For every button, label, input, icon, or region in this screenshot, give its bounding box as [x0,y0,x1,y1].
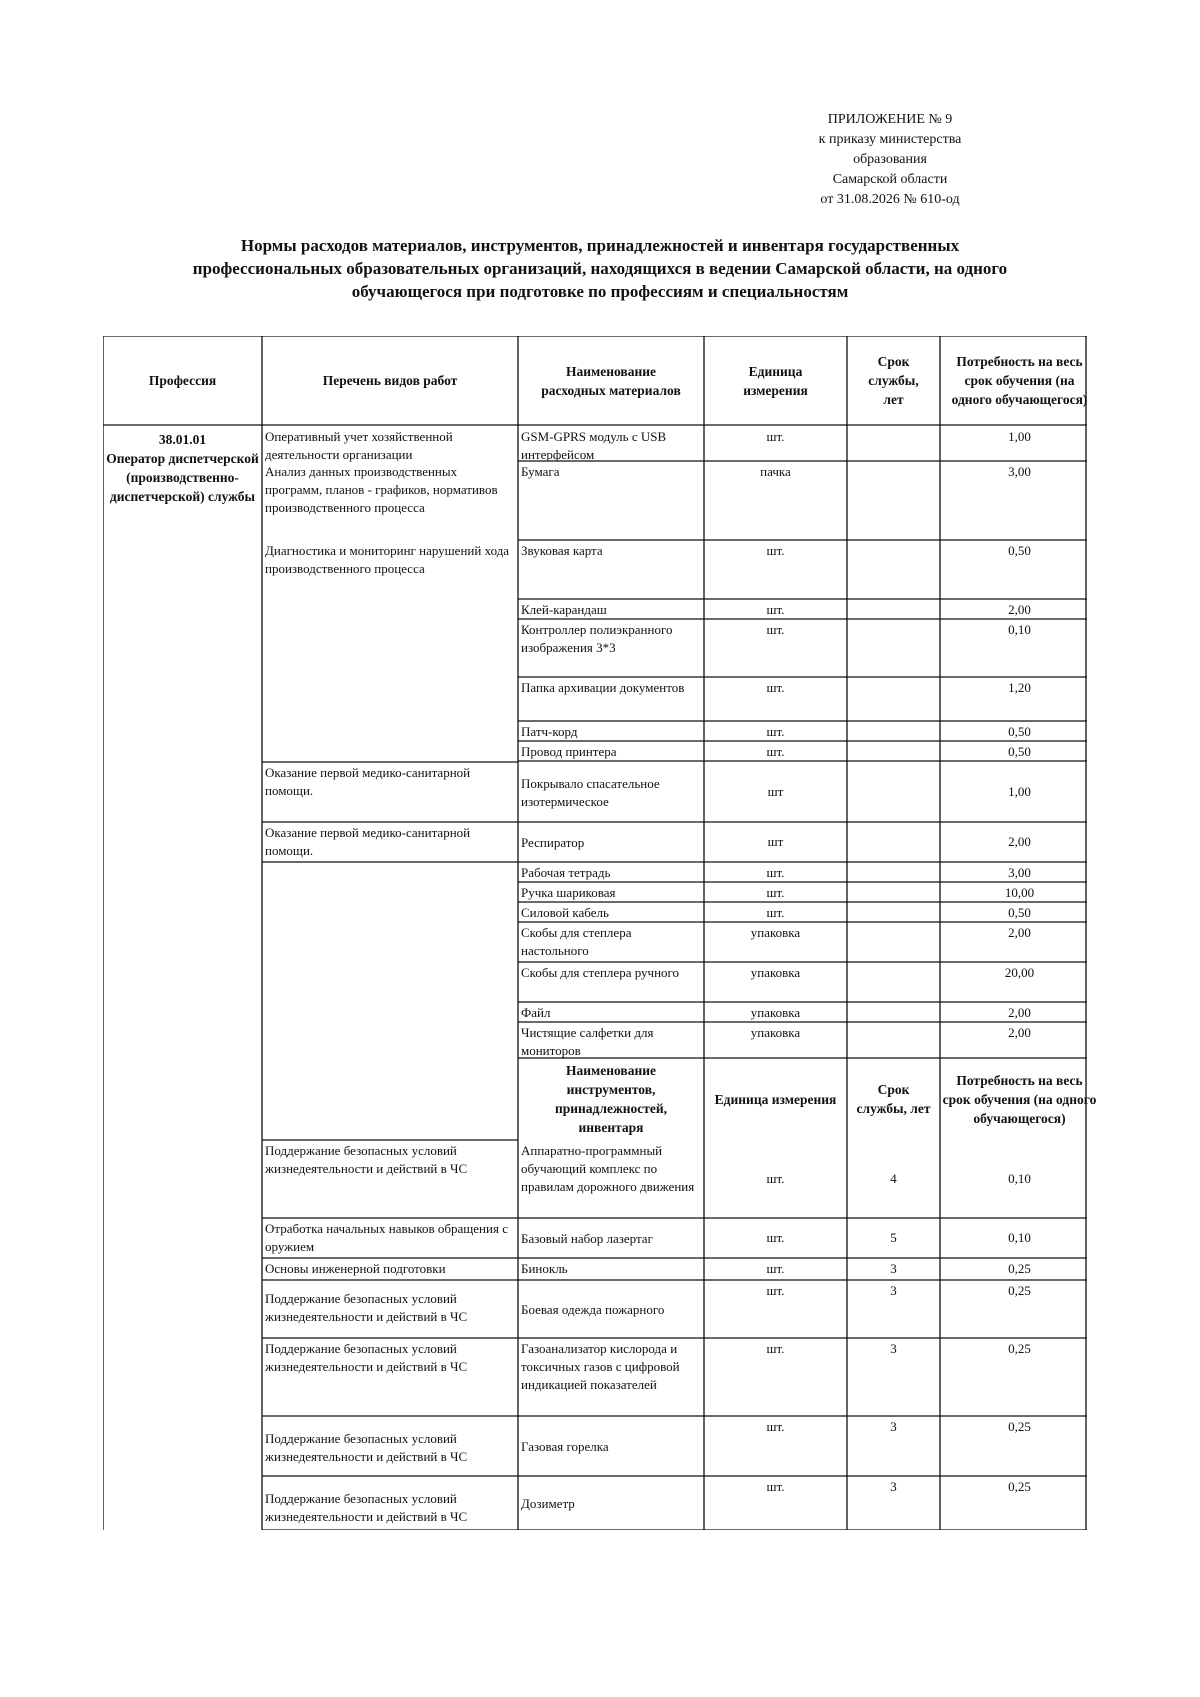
tool-name-text: Дозиметр [521,1496,575,1511]
material-unit-text: упаковка [750,965,801,980]
material-need [940,922,1099,962]
document-title [120,234,1080,303]
material-need-text: 20,00 [1004,965,1035,980]
work-item: Поддержание безопасных условий жизнедеятельности и действий в ЧС [265,1341,468,1374]
material-need [940,1022,1099,1058]
material-unit [704,461,847,540]
material-unit [704,619,847,677]
tool-term [847,1416,940,1476]
work-item: Поддержание безопасных условий жизнедеятельности и действий в ЧС [265,1291,468,1324]
tool-name [518,1338,704,1416]
material-need-text: 1,20 [1008,680,1031,695]
subheader-name: Наименование инструментов, принадлежностей, инвентаря [554,1063,668,1135]
tool-unit [704,1258,847,1280]
material-unit [704,1002,847,1022]
material-name-text: GSM-GPRS модуль с USB интерфейсом [521,429,667,461]
material-name [518,902,704,922]
material-term [847,1022,940,1058]
material-name [518,1002,704,1022]
material-name [518,962,704,1002]
tool-unit-text: шт. [766,1283,785,1298]
material-name-text: Скобы для степлера ручного [521,965,680,980]
tool-name [518,1258,704,1280]
material-name-text: Бумага [521,464,560,479]
profession-name: Оператор диспетчерской (производственно-диспетчерской) службы [106,451,259,504]
tool-need [940,1218,1099,1258]
tool-need [940,1280,1099,1338]
material-need-text: 1,00 [1008,429,1031,444]
work-item: Оказание первой медико-санитарной помощи. [265,765,471,798]
tool-term [847,1258,940,1280]
material-name-text: Покрывало спасательное изотермическое [521,775,660,809]
material-name [518,721,704,741]
material-name [518,1022,704,1058]
material-name [518,922,704,962]
tool-unit-text: шт. [766,1171,785,1186]
material-unit-text: шт. [766,885,785,900]
tool-need-text: 0,10 [1008,1171,1031,1186]
material-need [940,902,1099,922]
material-unit-text: шт. [766,865,785,880]
material-need-text: 2,00 [1008,602,1031,617]
tool-term [847,1476,940,1530]
material-need-text: 2,00 [1008,834,1031,849]
work-item: Диагностика и мониторинг нарушений хода производственного процесса [265,543,510,576]
material-unit [704,902,847,922]
material-name [518,540,704,599]
tool-name-text: Газовая горелка [521,1439,609,1454]
material-unit-text: шт. [766,905,785,920]
material-unit [704,741,847,761]
tool-unit-text: шт. [766,1261,785,1276]
material-term [847,741,940,761]
material-need [940,1002,1099,1022]
tool-need [940,1476,1099,1530]
material-unit-text: шт. [766,724,785,739]
material-term [847,721,940,741]
material-unit-text: упаковка [750,1025,801,1040]
material-need [940,741,1099,761]
header-works: Перечень видов работ [322,373,458,388]
appendix-line: от 31.08.2026 № 610-од [820,192,960,207]
profession-code: 38.01.01 [158,432,207,447]
material-term [847,761,940,822]
material-name [518,862,704,882]
material-term [847,619,940,677]
material-name [518,741,704,761]
material-need [940,461,1099,540]
material-need-text: 0,50 [1008,744,1031,759]
subheader-unit: Единица измерения [714,1091,837,1107]
material-term [847,902,940,922]
tool-need-text: 0,25 [1008,1419,1031,1434]
material-term [847,882,940,902]
tool-name [518,1280,704,1338]
tool-term-text: 3 [890,1261,897,1276]
material-unit [704,822,847,862]
material-name-text: Респиратор [521,835,585,850]
tool-unit [704,1218,847,1258]
material-unit-text: шт. [766,602,785,617]
material-term [847,426,940,461]
tool-unit-text: шт. [766,1419,785,1434]
material-unit [704,922,847,962]
material-unit [704,962,847,1002]
material-name-text: Чистящие салфетки для мониторов [521,1025,654,1058]
material-need [940,677,1099,721]
material-need-text: 0,50 [1008,543,1031,558]
material-unit-text: шт. [766,543,785,558]
material-name-text: Силовой кабель [521,905,609,920]
material-need [940,962,1099,1002]
material-name [518,426,704,461]
material-unit-text: упаковка [750,1005,801,1020]
tool-term-text: 3 [890,1419,897,1434]
work-item: Поддержание безопасных условий жизнедеятельности и действий в ЧС [265,1491,468,1524]
material-need [940,619,1099,677]
tool-need-text: 0,25 [1008,1479,1031,1494]
tool-need-text: 0,25 [1008,1341,1031,1356]
material-need-text: 0,50 [1008,905,1031,920]
material-term [847,862,940,882]
material-need [940,721,1099,741]
material-need-text: 1,00 [1008,783,1031,799]
material-unit [704,721,847,741]
tool-term [847,1140,940,1218]
tool-term-text: 3 [890,1479,897,1494]
material-need-text: 10,00 [1004,885,1035,900]
tool-need-text: 0,25 [1008,1261,1031,1276]
material-unit [704,599,847,619]
material-name-text: Патч-корд [521,724,578,739]
material-term [847,599,940,619]
work-item: Основы инженерной подготовки [265,1261,446,1276]
tool-term [847,1280,940,1338]
material-term [847,540,940,599]
material-unit [704,882,847,902]
material-unit-text: шт. [766,429,785,444]
header-profession: Профессия [148,373,217,388]
work-item: Анализ данных производственных программ, планов - графиков, нормативов производственного процесса [265,464,498,515]
tool-term-text: 3 [890,1341,897,1356]
material-term [847,822,940,862]
subheader-need: Потребность на весь срок обучения (на одного обучающегося) [942,1072,1097,1126]
material-unit [704,862,847,882]
tool-unit [704,1280,847,1338]
material-term [847,962,940,1002]
material-unit-text: шт. [766,622,785,637]
material-name-text: Рабочая тетрадь [521,865,611,880]
material-name [518,822,704,862]
material-name-text: Клей-карандаш [521,602,607,617]
material-need-text: 3,00 [1008,464,1031,479]
material-unit [704,426,847,461]
material-term [847,677,940,721]
material-name-text: Контроллер полиэкранного изображения 3*3 [521,622,673,655]
appendix-line: ПРИЛОЖЕНИЕ № 9 [827,112,953,127]
material-need [940,426,1099,461]
tool-term [847,1218,940,1258]
work-item: Оказание первой медико-санитарной помощи. [265,825,471,858]
material-need [940,761,1099,822]
tool-need [940,1258,1099,1280]
tool-term-text: 3 [890,1283,897,1298]
material-term [847,922,940,962]
material-need-text: 2,00 [1008,925,1031,940]
work-item: Отработка начальных навыков обращения с оружием [265,1221,508,1254]
subheader-term: Срок службы, лет [856,1082,931,1116]
material-unit [704,540,847,599]
appendix-line: образования [853,152,927,167]
material-name [518,677,704,721]
tool-unit [704,1476,847,1530]
material-need [940,540,1099,599]
material-need-text: 2,00 [1008,1005,1031,1020]
tool-name-text: Боевая одежда пожарного [521,1302,665,1317]
material-need [940,599,1099,619]
header-unit: Единица измерения [743,363,808,398]
material-name-text: Звуковая карта [521,543,603,558]
work-item: Поддержание безопасных условий жизнедеятельности и действий в ЧС [265,1143,468,1176]
tool-need [940,1140,1099,1218]
profession-cell [103,426,262,546]
material-unit [704,761,847,822]
title-line: Нормы расходов материалов, инструментов, принадлежностей и инвентаря государственных [240,236,960,255]
tool-unit [704,1140,847,1218]
material-name [518,761,704,822]
material-unit-text: шт [767,834,784,849]
tool-need [940,1416,1099,1476]
tool-term [847,1338,940,1416]
material-unit [704,1022,847,1058]
material-name [518,599,704,619]
material-need [940,882,1099,902]
header-material: Наименование расходных материалов [541,363,681,398]
title-line: обучающегося при подготовке по профессиям и специальностям [351,282,849,301]
tool-need-text: 0,25 [1008,1283,1031,1298]
material-need-text: 3,00 [1008,865,1031,880]
tool-unit-text: шт. [766,1230,785,1245]
material-name-text: Папка архивации документов [521,680,685,695]
material-need-text: 0,50 [1008,724,1031,739]
material-name-text: Файл [521,1005,551,1020]
tool-name-text: Газоанализатор кислорода и токсичных газов с цифровой индикацией показателей [521,1341,680,1392]
tool-unit-text: шт. [766,1479,785,1494]
tool-need-text: 0,10 [1008,1230,1031,1245]
tool-name [518,1218,704,1258]
work-item: Поддержание безопасных условий жизнедеятельности и действий в ЧС [265,1431,468,1464]
tool-name [518,1476,704,1530]
material-unit-text: шт. [766,744,785,759]
appendix-line: Самарской области [832,172,948,187]
work-item: Оперативный учет хозяйственной деятельности организации [265,429,453,462]
tool-term-text: 4 [890,1171,897,1186]
title-line: профессиональных образовательных организаций, находящихся в ведении Самарской области, на одного [192,259,1008,278]
tool-unit [704,1338,847,1416]
material-name [518,619,704,677]
material-need-text: 2,00 [1008,1025,1031,1040]
norms-table [103,336,1097,1530]
tool-need [940,1338,1099,1416]
tool-term-text: 5 [890,1230,897,1245]
tool-unit [704,1416,847,1476]
material-unit [704,677,847,721]
material-name-text: Ручка шариковая [521,885,616,900]
material-name-text: Скобы для степлера настольного [521,925,632,958]
tool-name-text: Бинокль [521,1261,568,1276]
tool-name [518,1140,704,1218]
material-unit-text: упаковка [750,925,801,940]
material-term [847,1002,940,1022]
material-name-text: Провод принтера [521,744,617,759]
material-need [940,862,1099,882]
material-term [847,461,940,540]
material-name [518,461,704,540]
appendix-line: к приказу министерства [818,132,962,147]
material-need [940,822,1099,862]
appendix-block [760,110,1020,210]
tool-name-text: Аппаратно-программный обучающий комплекс по правилам дорожного движения [521,1143,695,1194]
header-need: Потребность на весь срок обучения (на одного обучающегося) [951,354,1088,407]
tool-name [518,1416,704,1476]
material-need-text: 0,10 [1008,622,1031,637]
material-name [518,882,704,902]
material-unit-text: пачка [760,464,791,479]
tool-name-text: Базовый набор лазертаг [521,1231,653,1246]
material-unit-text: шт [767,783,784,799]
header-term: Срок службы, лет [868,354,919,407]
tool-unit-text: шт. [766,1341,785,1356]
material-unit-text: шт. [766,680,785,695]
